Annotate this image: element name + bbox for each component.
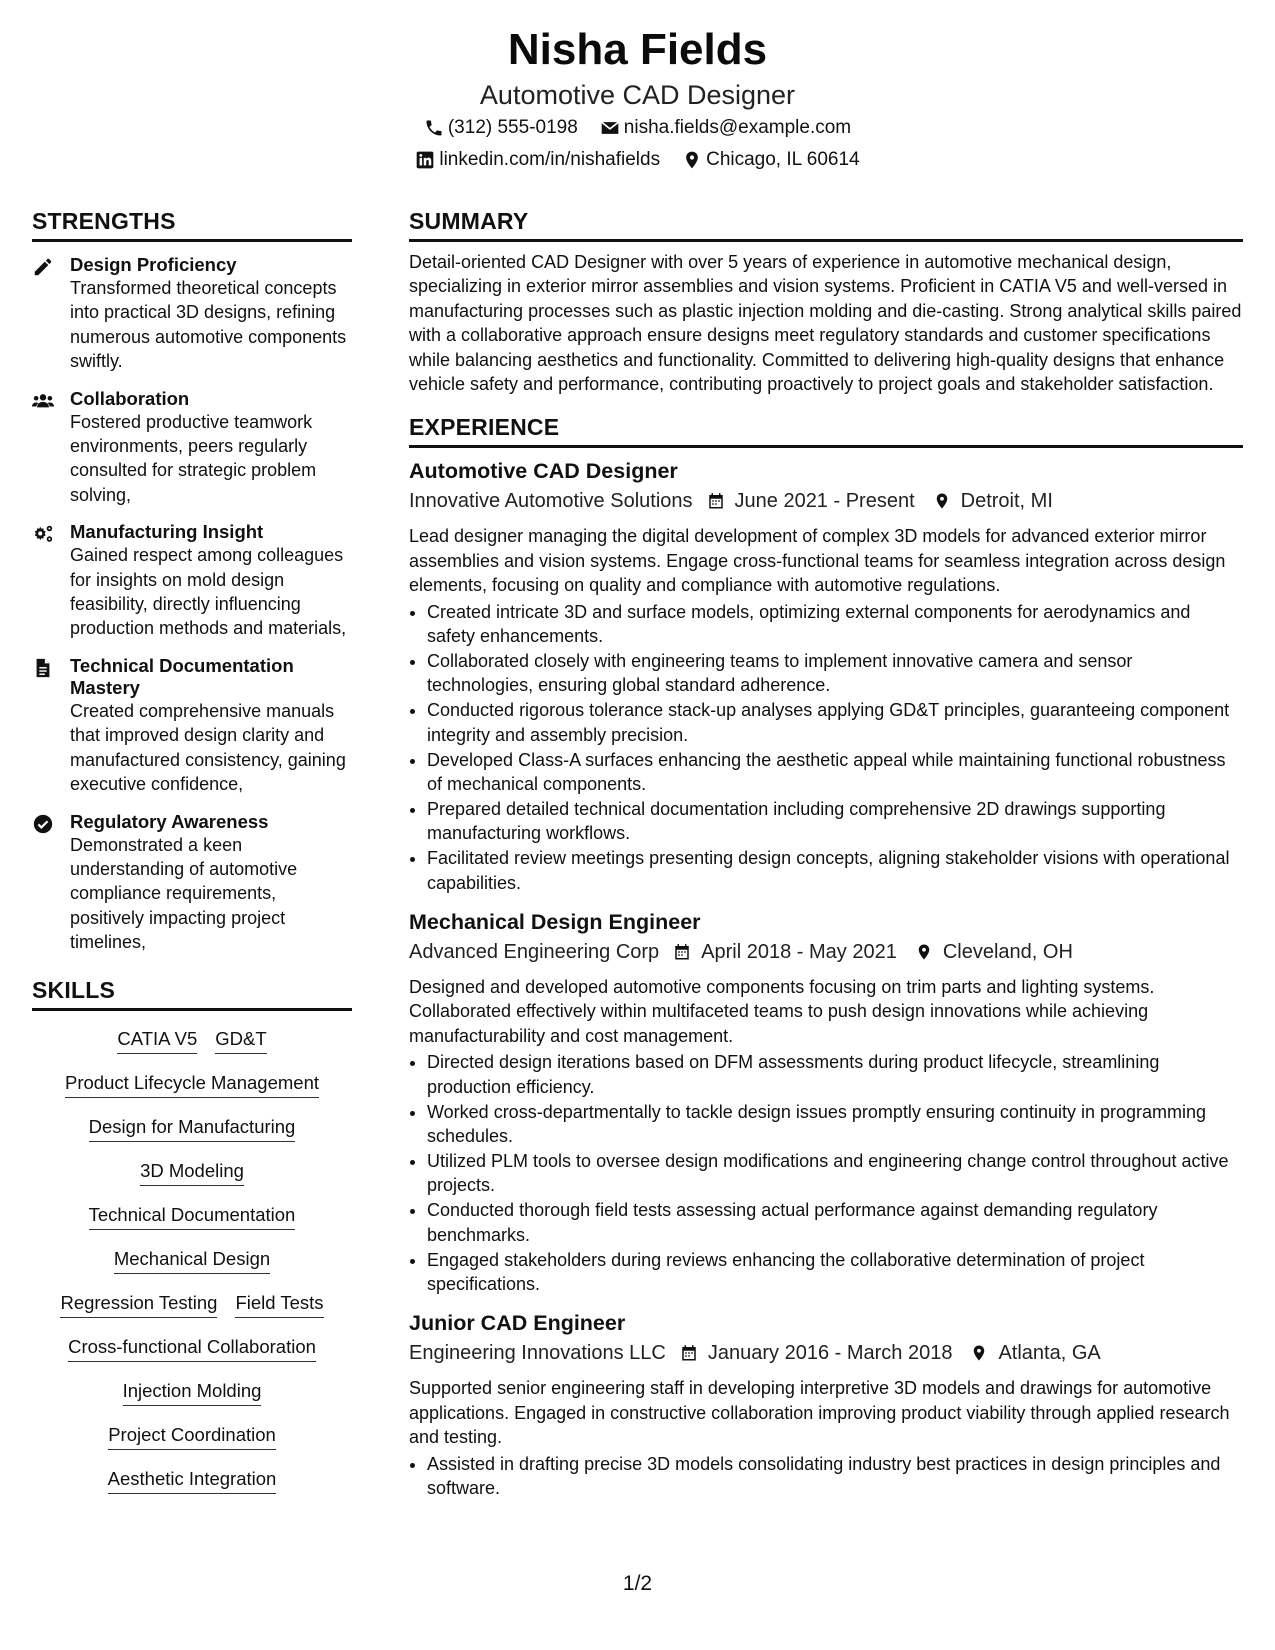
- bullet-item: • Created intricate 3D and surface models, optimizing external components for aerodynamics and safety enhancements.: [427, 600, 1243, 649]
- skill-tag: CATIA V5: [117, 1027, 197, 1054]
- job-dates: June 2021 - Present: [734, 490, 915, 513]
- phone-icon: [424, 118, 444, 138]
- right-column: [409, 208, 1243, 1501]
- candidate-title: Automotive CAD Designer: [479, 80, 796, 110]
- bullet-item: • Utilized PLM tools to oversee design modifications and engineering change control throughout active projects.: [427, 1149, 1243, 1198]
- job-desc: Lead designer managing the digital development of complex 3D models for advanced exterior mirror assemblies and vision systems. Engage cross-functional teams for seamless integration across design elements, focusing on quality and compliance with automotive regulations.: [409, 526, 1226, 596]
- strength-title: Manufacturing Insight: [70, 521, 264, 543]
- bullet-item: • Engaged stakeholders during reviews enhancing the collaborative determination of project specifications.: [427, 1248, 1243, 1297]
- job-company: Advanced Engineering Corp: [409, 941, 660, 964]
- strengths-heading: STRENGTHS: [32, 208, 352, 242]
- calendar-icon: [680, 1344, 698, 1362]
- job-location: Cleveland, OH: [942, 941, 1073, 964]
- strength-desc: Demonstrated a keen understanding of automotive compliance requirements, positively impacting project timelines,: [70, 834, 298, 953]
- job-bullets: [409, 600, 1243, 895]
- calendar-icon: [673, 943, 691, 961]
- phone-item[interactable]: [424, 112, 578, 144]
- experience-heading: EXPERIENCE: [409, 414, 1243, 448]
- map-pin-icon: [915, 943, 933, 961]
- users-icon: [32, 390, 54, 412]
- strength-title: Design Proficiency: [70, 254, 237, 275]
- skill-tag: Injection Molding: [123, 1379, 262, 1406]
- skill-tag: Technical Documentation: [89, 1203, 296, 1230]
- summary-heading: SUMMARY: [409, 208, 1243, 242]
- skill-tag: 3D Modeling: [140, 1159, 244, 1186]
- check-circle-icon: [32, 813, 54, 835]
- job-bullets: [409, 1452, 1243, 1501]
- phone-text: (312) 555-0198: [447, 117, 578, 138]
- skills-heading: SKILLS: [32, 977, 352, 1011]
- bullet-item: • Conducted rigorous tolerance stack-up analyses applying GD&T principles, guaranteeing component integrity and assembly precision.: [427, 698, 1243, 747]
- bullet-item: • Conducted thorough field tests assessing actual performance against demanding regulatory benchmarks.: [427, 1198, 1243, 1247]
- gears-icon: [32, 523, 54, 545]
- job-bullets: [409, 1050, 1243, 1296]
- strength-title: Technical Documentation Mastery: [70, 654, 294, 698]
- job-desc: Supported senior engineering staff in developing interpretive 3D models and drawings for automotive applications. Engaged in constructive collaboration improving product viability through applied research and testing.: [409, 1378, 1230, 1448]
- pencil-icon: [32, 256, 54, 278]
- summary-text: Detail-oriented CAD Designer with over 5 years of experience in automotive mechanical design, specializing in exterior mirror assemblies and vision systems. Proficient in CATIA V5 and well-versed in manufacturing processes such as plastic injection molding and die-casting. Strong analytical skills paired with a collaborative approach ensure designs meet regulatory standards and customer specifications while balancing aesthetics and functionality. Committed to delivering high-quality designs that enhance vehicle safety and performance, contributing proactively to project goals and stakeholder satisfaction.: [409, 252, 1242, 395]
- contact-row-1: [0, 112, 1275, 144]
- bullet-item: • Assisted in drafting precise 3D models consolidating industry best practices in design principles and software.: [427, 1452, 1243, 1501]
- email-text: nisha.fields@example.com: [623, 117, 852, 138]
- resume-header: [0, 22, 1275, 176]
- skill-tag: Project Coordination: [108, 1423, 276, 1450]
- skill-tag: Design for Manufacturing: [89, 1115, 296, 1142]
- left-column: [32, 208, 352, 1494]
- job-title: Junior CAD Engineer: [409, 1311, 626, 1336]
- job-location: Detroit, MI: [960, 490, 1053, 513]
- job-meta: [409, 937, 1243, 967]
- skill-tag: Mechanical Design: [114, 1247, 270, 1274]
- job-desc: Designed and developed automotive components focusing on trim parts and lighting systems. Collaborated effectively within multifaceted teams to push design innovations while achieving manufacturability and cost management.: [409, 977, 1155, 1046]
- strength-desc: Fostered productive teamwork environments, peers regularly consulted for strategic problem solving,: [70, 411, 317, 505]
- candidate-name: Nisha Fields: [507, 25, 768, 74]
- job-entry: [409, 456, 1243, 895]
- strength-desc: Gained respect among colleagues for insights on mold design feasibility, directly influencing production methods and materials,: [70, 545, 347, 639]
- job-entry: [409, 1308, 1243, 1500]
- strength-desc: Transformed theoretical concepts into practical 3D designs, refining numerous automotive components swiftly.: [70, 278, 347, 372]
- envelope-icon: [600, 118, 620, 138]
- linkedin-text: linkedin.com/in/nishafields: [439, 149, 661, 170]
- job-title: Automotive CAD Designer: [409, 459, 678, 484]
- map-pin-icon: [682, 150, 702, 170]
- page-number: 1/2: [622, 1572, 653, 1595]
- bullet-item: • Developed Class-A surfaces enhancing the aesthetic appeal while maintaining functional robustness of mechanical components.: [427, 748, 1243, 797]
- job-dates: January 2016 - March 2018: [707, 1342, 953, 1365]
- calendar-icon: [707, 492, 725, 510]
- location-text: Chicago, IL 60614: [706, 149, 860, 170]
- skill-tag: Regression Testing: [60, 1291, 217, 1318]
- job-company: Engineering Innovations LLC: [409, 1342, 666, 1365]
- linkedin-icon: [415, 150, 435, 170]
- document-icon: [32, 657, 54, 679]
- skill-tag: Product Lifecycle Management: [65, 1071, 319, 1098]
- job-entry: [409, 907, 1243, 1296]
- strength-desc: Created comprehensive manuals that improved design clarity and manufactured consistency, gaining executive confidence,: [70, 700, 346, 795]
- skill-tag: GD&T: [215, 1027, 266, 1054]
- bullet-item: • Prepared detailed technical documentation including comprehensive 2D drawings supporting manufacturing workflows.: [427, 797, 1243, 846]
- map-pin-icon: [970, 1344, 988, 1362]
- strength-item: [32, 811, 352, 955]
- bullet-item: • Worked cross-departmentally to tackle design issues promptly ensuring continuity in programming schedules.: [427, 1100, 1243, 1149]
- strength-title: Collaboration: [70, 387, 190, 409]
- skill-tag: Cross-functional Collaboration: [68, 1335, 316, 1362]
- job-location: Atlanta, GA: [998, 1342, 1101, 1365]
- bullet-item: • Directed design iterations based on DFM assessments during product lifecycle, streamlining production efficiency.: [427, 1050, 1243, 1099]
- job-dates: April 2018 - May 2021: [701, 941, 897, 964]
- strength-item: [32, 388, 352, 508]
- job-company: Innovative Automotive Solutions: [409, 490, 693, 513]
- bullet-item: • Collaborated closely with engineering teams to implement innovative camera and sensor technologies, ensuring global standard adherence.: [427, 649, 1243, 698]
- map-pin-icon: [933, 492, 951, 510]
- job-meta: [409, 1338, 1243, 1368]
- email-item[interactable]: [600, 112, 851, 144]
- job-meta: [409, 486, 1243, 516]
- strength-item: [32, 521, 352, 641]
- skills-list: [32, 1011, 352, 1494]
- bullet-item: • Facilitated review meetings presenting design concepts, aligning stakeholder visions with operational capabilities.: [427, 846, 1243, 895]
- strength-title: Regulatory Awareness: [70, 810, 269, 832]
- strength-item: [32, 655, 352, 797]
- contact-row-2: [0, 144, 1275, 176]
- linkedin-item[interactable]: [415, 144, 660, 176]
- skill-tag: Field Tests: [235, 1291, 323, 1318]
- job-title: Mechanical Design Engineer: [409, 910, 701, 935]
- location-item: [682, 144, 860, 176]
- strength-item: [32, 254, 352, 374]
- skill-tag: Aesthetic Integration: [108, 1467, 277, 1494]
